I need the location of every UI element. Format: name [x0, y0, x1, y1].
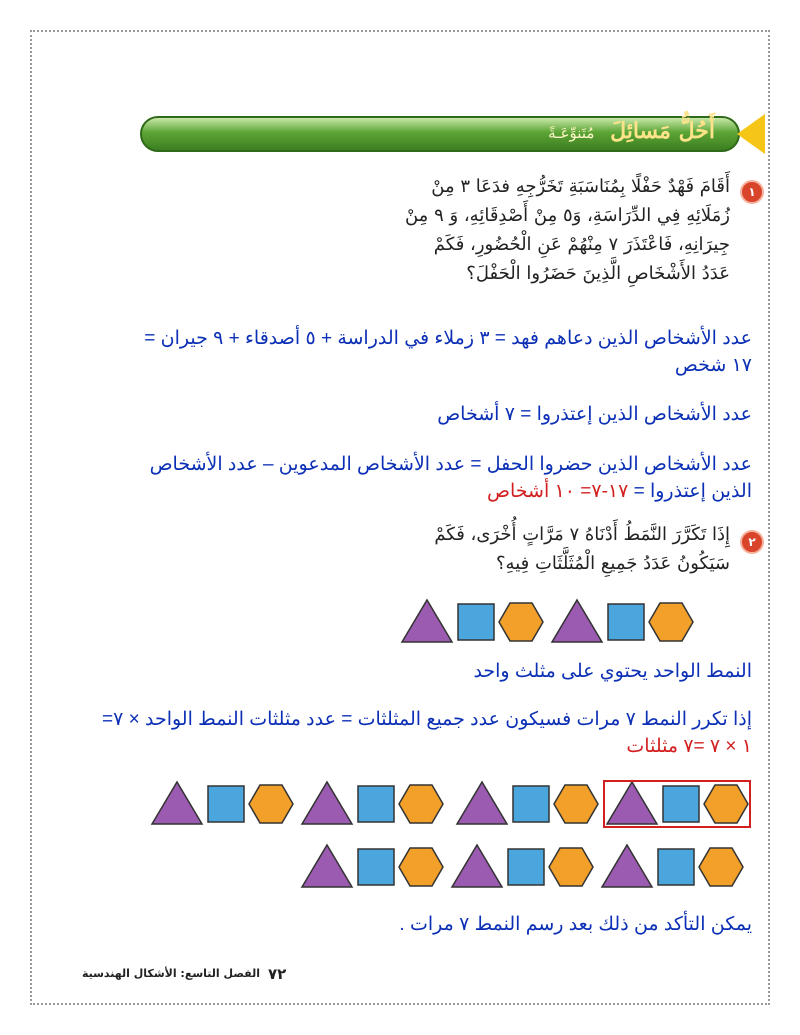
triangle-shape	[602, 845, 652, 887]
banner-title-main: أَحُلُّ مَسائِلَ	[610, 118, 715, 144]
banner-arrow-icon	[737, 114, 765, 154]
hexagon-shape	[399, 785, 443, 823]
square-shape	[458, 604, 494, 640]
answer-1-line-2: ١٧ شخص	[674, 355, 752, 376]
page-footer	[60, 965, 300, 985]
hexagon-shape	[499, 603, 543, 641]
hexagon-shape	[649, 603, 693, 641]
triangle-shape	[552, 600, 602, 642]
hexagon-shape	[549, 848, 593, 886]
question-2-number: ٢	[740, 530, 764, 554]
question-1-text	[330, 172, 730, 288]
hexagon-shape	[249, 785, 293, 823]
pattern-unit	[602, 845, 743, 887]
chapter-title: الفصل التاسع: الأشكال الهندسية	[81, 967, 260, 980]
triangle-shape	[452, 845, 502, 887]
answer-2-result: ١ × ٧ =٧ مثلثات	[626, 736, 752, 757]
square-shape	[513, 786, 549, 822]
question-2-text	[330, 520, 730, 578]
square-shape	[358, 849, 394, 885]
pattern-unit	[552, 600, 693, 642]
triangle-shape	[152, 782, 202, 824]
banner-subtitle: مُتَنوِّعَـةً	[548, 124, 595, 142]
hexagon-shape	[399, 848, 443, 886]
answer-1-line-1: عدد الأشخاص الذين دعاهم فهد = ٣ زملاء في الدراسة + ٥ أصدقاء + ٩ جيران =	[144, 328, 752, 349]
highlighted-pattern-box	[603, 780, 751, 828]
answer-1-line-3: عدد الأشخاص الذين إعتذروا = ٧ أشخاص	[437, 404, 752, 425]
section-banner	[140, 110, 765, 158]
square-shape	[608, 604, 644, 640]
triangle-shape	[302, 845, 352, 887]
hexagon-shape	[699, 848, 743, 886]
answer-1-line-5-prefix: الذين إعتذروا =	[628, 481, 752, 502]
square-shape	[358, 786, 394, 822]
hexagon-shape	[554, 785, 598, 823]
triangle-shape	[302, 782, 352, 824]
answer-2-conclusion: يمكن التأكد من ذلك بعد رسم النمط ٧ مرات .	[399, 914, 752, 935]
triangle-shape	[402, 600, 452, 642]
page-number: ٧٢	[268, 965, 287, 983]
answer-2-line-1: النمط الواحد يحتوي على مثلث واحد	[473, 661, 752, 682]
square-shape	[658, 849, 694, 885]
answer-1-line-4: عدد الأشخاص الذين حضروا الحفل = عدد الأشخاص المدعوين – عدد الأشخاص	[149, 454, 752, 475]
pattern-strip-row-2	[300, 843, 750, 891]
question-2-line: سَيَكُونُ عَدَدُ جَمِيعِ الْمُثَلَّثَاتِ فِيهِ؟	[496, 553, 730, 574]
question-2-line: إِذَا تَكَرَّرَ النَّمَطُ أَدْنَاهُ ٧ مَرَّاتٍ أُخْرَى، فَكَمْ	[434, 524, 730, 545]
triangle-shape	[457, 782, 507, 824]
answer-1-line-5	[487, 479, 752, 504]
answer-2-line-2: إذا تكرر النمط ٧ مرات فسيكون عدد جميع المثلثات = عدد مثلثات النمط الواحد × ٧=	[102, 709, 752, 730]
pattern-unit	[152, 782, 293, 824]
pattern-unit	[302, 782, 443, 824]
pattern-strip-question	[400, 598, 700, 646]
banner-title	[548, 118, 715, 144]
answer-2-line-3	[626, 734, 752, 759]
question-1-line: أَقَامَ فَهْدٌ حَفْلًا بِمُنَاسَبَةِ تَخَرُّجِهِ فدَعَا ٣ مِنْ	[431, 176, 730, 197]
pattern-unit	[302, 845, 443, 887]
question-1-line: زُمَلَائِهِ فِي الدِّرَاسَةِ، وَ٥ مِنْ أَصْدِقَائِهِ، وَ ٩ مِنْ	[404, 205, 730, 226]
square-shape	[208, 786, 244, 822]
pattern-unit	[452, 845, 593, 887]
square-shape	[508, 849, 544, 885]
pattern-unit	[402, 600, 543, 642]
question-1-line: جِيرَانِهِ، فَاعْتَذَرَ ٧ مِنْهُمْ عَنِ الْحُضُورِ، فَكَمْ	[433, 234, 730, 255]
question-1-line: عَدَدُ الأَشْخَاصِ الَّذِينَ حَضَرُوا الْحَفْلَ؟	[466, 263, 730, 284]
pattern-unit	[457, 782, 598, 824]
question-1-number: ١	[740, 180, 764, 204]
answer-1-result: ١٧-٧= ١٠ أشخاص	[487, 481, 629, 502]
